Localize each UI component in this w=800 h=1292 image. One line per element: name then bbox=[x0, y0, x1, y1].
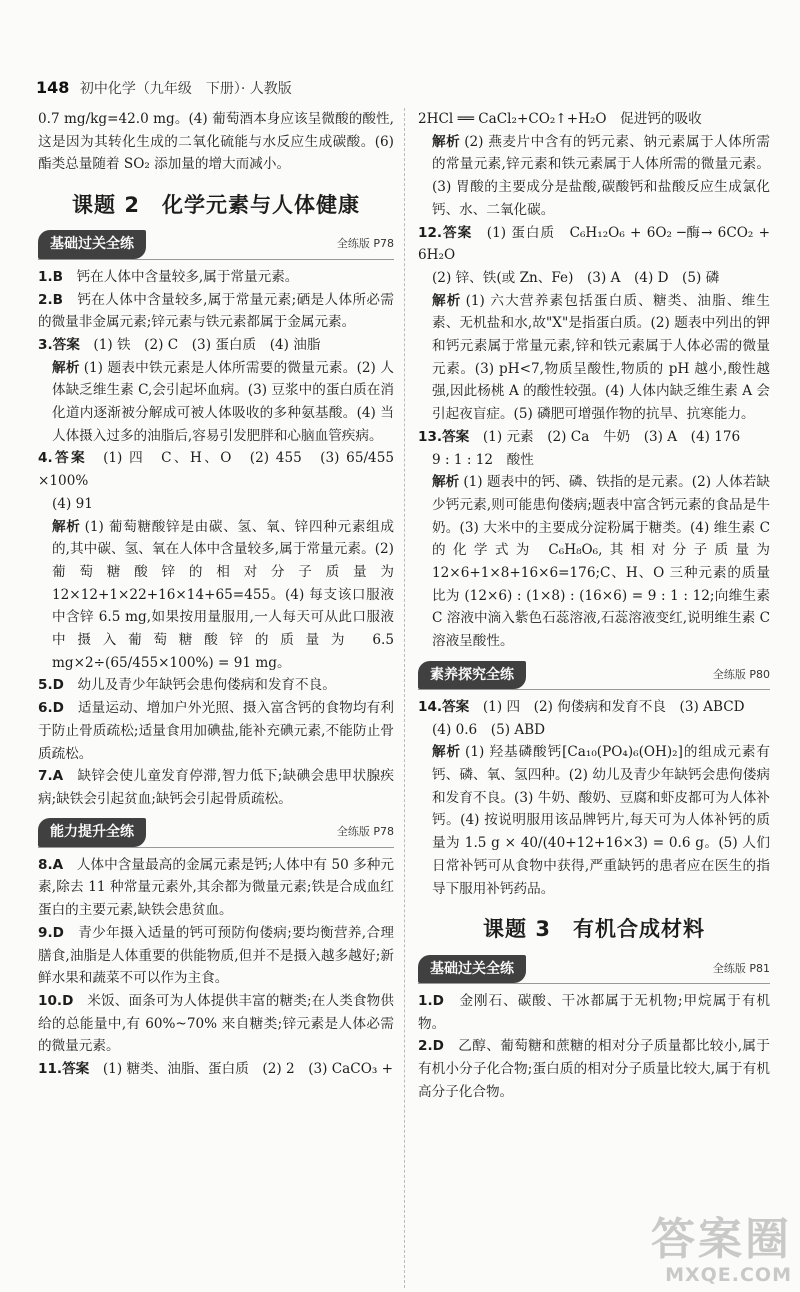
analysis bbox=[418, 471, 770, 653]
watermark-url: MXQE.COM bbox=[665, 1264, 792, 1286]
analysis-tag: 解析 bbox=[52, 359, 80, 376]
analysis-text: (1) 羟基磷酸钙[Ca₁₀(PO₄)₆(OH)₂]的组成元素有钙、磷、氧、氢四种。(2) 幼儿及青少年缺钙会患佝偻病和发育不良。(3) 牛奶、酸奶、豆腐和虾皮都可为人体补钙。(4) 按说明服用该品牌钙片,每天可为人体补钙的质量为 1.5 g × 40/(40+12+16×3) = 0.6 g。(5) 人们日常补钙可从食物中获得,严重缺钙的患者应在医生的指导下服用补钙药品。 bbox=[432, 744, 770, 897]
question-number: 4.答案 bbox=[38, 450, 88, 467]
analysis bbox=[418, 290, 770, 426]
answer-text: (2) 锌、铁(或 Zn、Fe) (3) A (4) D (5) 磷 bbox=[432, 269, 720, 286]
question-number: 2.D bbox=[418, 1038, 444, 1055]
question-number: 13.答案 bbox=[418, 428, 470, 445]
watermark-logo bbox=[651, 1216, 792, 1286]
section-badge: 基础过关全练 bbox=[418, 955, 526, 984]
section-ref: 全练版 P80 bbox=[712, 667, 770, 681]
answer-text: (4) 91 bbox=[52, 495, 93, 512]
analysis-text: (1) 六大营养素包括蛋白质、糖类、油脂、维生素、无机盐和水,故"X"是指蛋白质。(2) 题表中列出的钾和钙元素属于常量元素,锌和铁元素属于人体必需的微量元素。(3) pH<7,物质呈酸性,物质的 pH 越小,酸性越强,因此杨桃 A 的酸性较强。(4) 人体内缺乏维生素 A 会引起夜盲症。(5) 磷肥可增强作物的抗旱、抗寒能力。 bbox=[432, 292, 771, 423]
question-number: 10.D bbox=[38, 992, 74, 1009]
section-header bbox=[38, 231, 394, 260]
question-item bbox=[38, 334, 394, 357]
question-text: 米饭、面条可为人体提供丰富的糖类;在人类食物供给的总能量中,有 60%~70% 来自糖类;锌元素是人体必需的微量元素。 bbox=[38, 992, 394, 1055]
question-number: 6.D bbox=[38, 700, 64, 717]
section-header bbox=[38, 819, 394, 848]
analysis-tag: 解析 bbox=[432, 744, 462, 761]
question-number: 5.D bbox=[38, 677, 64, 694]
analysis-text: (1) 题表中的钙、磷、铁指的是元素。(2) 人体若缺少钙元素,则可能患佝偻病;题表中富含钙元素的食品是牛奶。(3) 大米中的主要成分淀粉属于糖类。(4) 维生素 C 的化学式为 C₆H₈O₆,其相对分子质量为 12×6+1×8+16×6=176;C、H、O 三种元素的质量比为 (12×6) : (1×8) : (16×6) = 9 : 1 : 12;向维生素 C 溶液中滴入紫色石蕊溶液,石蕊溶液变红,说明维生素 C 溶液呈酸性。 bbox=[432, 474, 770, 650]
question-number: 12.答案 bbox=[418, 224, 473, 241]
question-item bbox=[38, 922, 394, 990]
question-text: 人体中含量最高的金属元素是钙;人体中有 50 多种元素,除去 11 种常量元素外,其余都为微量元素;铁是合成血红蛋白的主要元素,缺铁会患贫血。 bbox=[38, 856, 394, 919]
analysis bbox=[418, 741, 770, 900]
equation-text: 2HCl ══ CaCl₂+CO₂↑+H₂O 促进钙的吸收 bbox=[418, 111, 702, 127]
column-divider bbox=[404, 108, 405, 1288]
question-item bbox=[38, 674, 394, 697]
question-item bbox=[418, 222, 770, 267]
question-text: 乙醇、葡萄糖和蔗糖的相对分子质量都比较小,属于有机小分子化合物;蛋白质的相对分子质量比较大,属于有机高分子化合物。 bbox=[418, 1038, 770, 1100]
analysis-text: (1) 葡萄糖酸锌是由碳、氢、氧、锌四种元素组成的,其中碳、氢、氧在人体中含量较多,属于常量元素。(2) 葡萄糖酸锌的相对分子质量为 12×12+1×22+16×14+65=455。(4) 每支该口服液中含锌 6.5 mg,如果按用量服用,一人每天可从此口服液中摄入葡萄糖酸锌的质量为 6.5 mg×2÷(65/455×100%) = 91 mg。 bbox=[52, 518, 395, 671]
answer-text: (1) 四 C、H、O (2) 455 (3) 65/455 ×100% bbox=[38, 450, 395, 490]
question-text: 青少年摄入适量的钙可预防佝偻病;要均衡营养,合理膳食,油脂是人体重要的供能物质,但并不是摄入越多越好;新鲜水果和蔬菜不可以作为主食。 bbox=[38, 924, 394, 987]
question-text: 钙在人体中含量较多,属于常量元素。 bbox=[76, 268, 299, 285]
answer-text: (1) 糖类、油脂、蛋白质 (2) 2 (3) CaCO₃ + bbox=[102, 1061, 393, 1078]
answer-text: (1) 蛋白质 C₆H₁₂O₆ + 6O₂ ─酶→ 6CO₂ + 6H₂O bbox=[418, 224, 771, 264]
question-text: 缺锌会使儿童发育停滞,智力低下;缺碘会患甲状腺疾病;缺铁会引起贫血;缺钙会引起骨质疏松。 bbox=[38, 768, 395, 807]
question-item bbox=[418, 426, 770, 449]
answer-text: (4) 0.6 (5) ABD bbox=[432, 721, 546, 738]
section-ref: 全练版 P78 bbox=[336, 825, 394, 839]
book-title: 初中化学（九年级 下册）· 人教版 bbox=[79, 81, 292, 97]
watermark-text: 答案圈 bbox=[651, 1214, 792, 1265]
page-number: 148 bbox=[36, 78, 70, 97]
question-item bbox=[38, 1058, 394, 1081]
analysis-tag: 解析 bbox=[52, 518, 81, 535]
analysis-tag: 解析 bbox=[432, 474, 460, 491]
question-text: 钙在人体中含量较多,属于常量元素;硒是人体所必需的微量非金属元素;锌元素与铁元素都属于金属元素。 bbox=[38, 291, 395, 331]
analysis bbox=[418, 131, 770, 222]
section-ref: 全练版 P78 bbox=[336, 237, 394, 251]
section-badge: 素养探究全练 bbox=[418, 661, 526, 690]
question-item bbox=[38, 266, 394, 289]
question-item bbox=[418, 990, 770, 1035]
analysis-text: (1) 题表中铁元素是人体所需要的微量元素。(2) 人体缺乏维生素 C,会引起坏血病。(3) 豆浆中的蛋白质在消化道内逐渐被分解成可被人体吸收的多种氨基酸。(4) 当人体摄入过多的油脂后,容易引发肥胖和心脑血管疾病。 bbox=[52, 359, 395, 444]
analysis bbox=[38, 516, 394, 675]
section-header bbox=[418, 661, 770, 690]
question-item bbox=[38, 447, 394, 492]
question-number: 3.答案 bbox=[38, 336, 80, 353]
lesson-title: 课题 3 有机合成材料 bbox=[483, 917, 705, 942]
question-item bbox=[38, 854, 394, 922]
question-number: 9.D bbox=[38, 924, 64, 941]
question-number: 7.A bbox=[38, 768, 64, 785]
answer-text: 9 : 1 : 12 酸性 bbox=[432, 451, 534, 468]
intro-text: 0.7 mg/kg=42.0 mg。(4) 葡萄酒本身应该呈微酸的酸性,这是因为其转化生成的二氧化硫能与水反应生成碳酸。(6) 酯类总量随着 SO₂ 添加量的增大而减小。 bbox=[38, 111, 394, 173]
answer-text: (1) 四 (2) 佝偻病和发育不良 (3) ABCD bbox=[482, 698, 745, 715]
answer-text: (1) 元素 (2) Ca 牛奶 (3) A (4) 176 bbox=[482, 428, 741, 445]
question-number: 1.B bbox=[38, 268, 63, 285]
question-item bbox=[38, 289, 394, 334]
section-badge: 能力提升全练 bbox=[38, 818, 146, 847]
analysis-tag: 解析 bbox=[432, 292, 462, 309]
question-item bbox=[38, 765, 394, 810]
question-text: 幼儿及青少年缺钙会患佝偻病和发育不良。 bbox=[77, 677, 336, 694]
right-column bbox=[418, 108, 770, 1103]
question-number: 1.D bbox=[418, 992, 444, 1009]
analysis bbox=[38, 357, 394, 448]
section-ref: 全练版 P81 bbox=[712, 961, 770, 975]
question-text: 金刚石、碳酸、干冰都属于无机物;甲烷属于有机物。 bbox=[418, 992, 770, 1032]
question-item bbox=[38, 990, 394, 1058]
analysis-text: (2) 燕麦片中含有的钙元素、钠元素属于人体所需的常量元素,锌元素和铁元素属于人体所需的微量元素。(3) 胃酸的主要成分是盐酸,碳酸钙和盐酸反应生成氯化钙、水、二氧化碳。 bbox=[432, 133, 771, 218]
page-header bbox=[36, 78, 292, 98]
section-header bbox=[418, 955, 770, 984]
question-item bbox=[418, 1035, 770, 1103]
question-number: 11.答案 bbox=[38, 1061, 90, 1078]
analysis-tag: 解析 bbox=[432, 133, 461, 150]
left-column bbox=[38, 108, 394, 1081]
question-number: 8.A bbox=[38, 856, 64, 873]
question-item bbox=[38, 697, 394, 765]
lesson-title: 课题 2 化学元素与人体健康 bbox=[72, 193, 360, 218]
section-badge: 基础过关全练 bbox=[38, 230, 146, 259]
answer-text: (1) 铁 (2) C (3) 蛋白质 (4) 油脂 bbox=[93, 336, 321, 353]
question-number: 14.答案 bbox=[418, 698, 470, 715]
question-number: 2.B bbox=[38, 291, 63, 308]
question-item bbox=[418, 696, 770, 719]
question-text: 适量运动、增加户外光照、摄入富含钙的食物均有利于防止骨质疏松;适量食用加碘盐,能补充碘元素,不能防止骨质疏松。 bbox=[38, 700, 395, 762]
